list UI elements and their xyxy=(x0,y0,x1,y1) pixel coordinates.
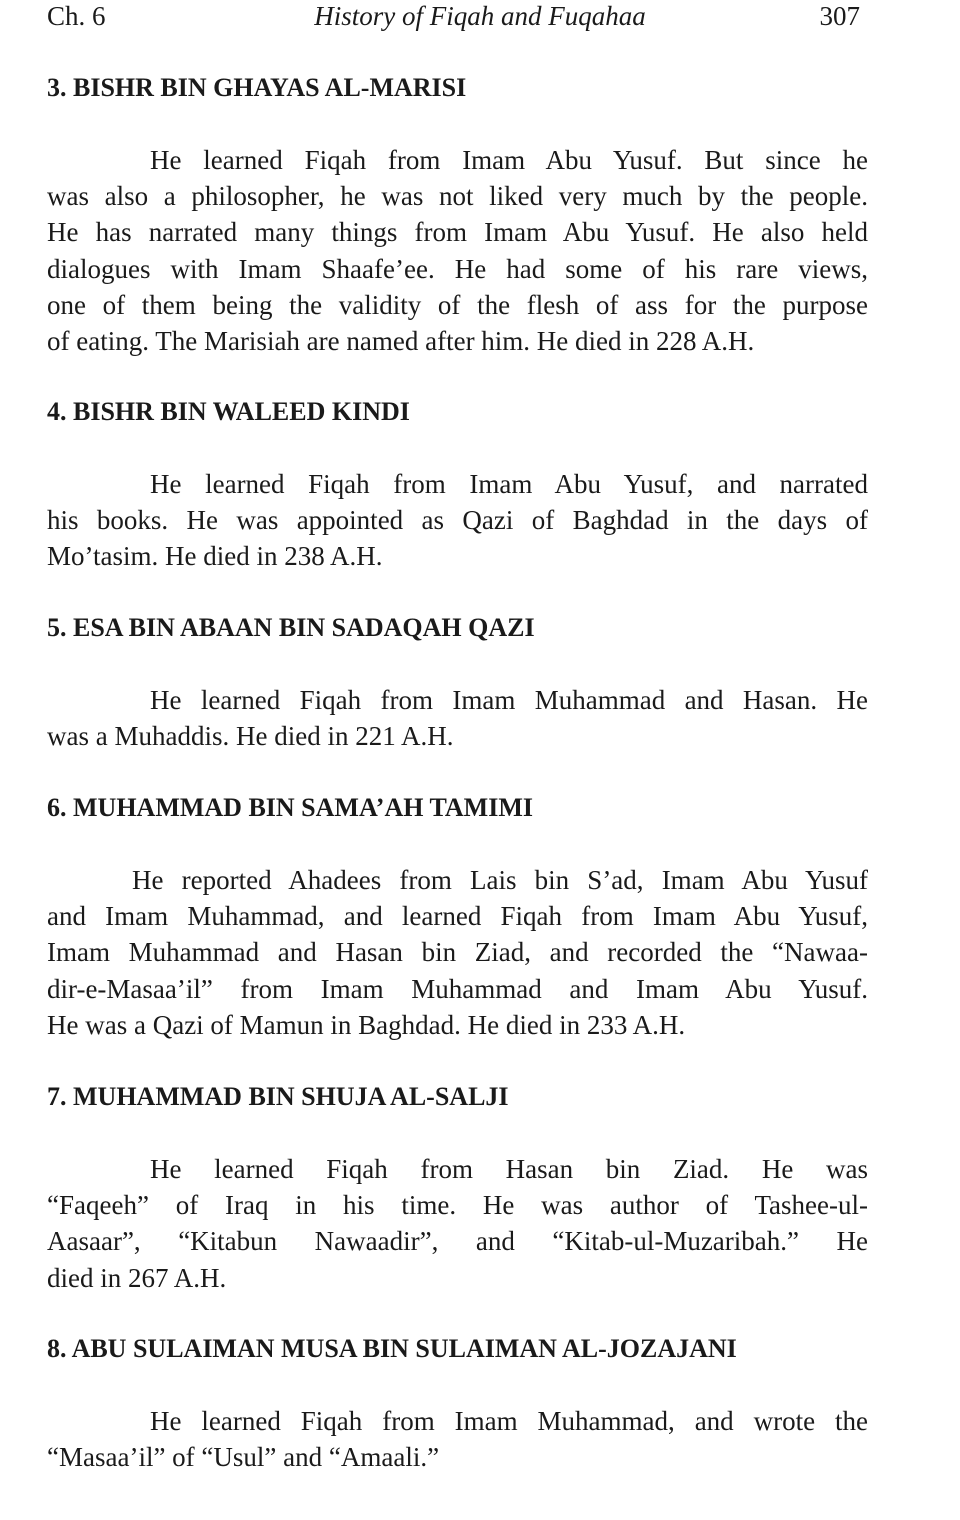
paragraph-line: dir-e-Masaa’il” from Imam Muhammad and Imam Abu Yusuf. xyxy=(47,973,868,1004)
paragraph-line: his books. He was appointed as Qazi of Baghdad in the days of xyxy=(47,505,868,536)
paragraph-line: “Masaa’il” of “Usul” and “Amaali.” xyxy=(47,1442,440,1473)
paragraph-line: He learned Fiqah from Imam Abu Yusuf. But since he xyxy=(150,145,868,175)
paragraph-line: Aasaar”, “Kitabun Nawaadir”, and “Kitab-ul-Muzaribah.” He xyxy=(47,1226,868,1257)
paragraph-line: He has narrated many things from Imam Abu Yusuf. He also held xyxy=(47,217,868,248)
paragraph-line: He was a Qazi of Mamun in Baghdad. He died in 233 A.H. xyxy=(47,1009,686,1040)
paragraph-line: Mo’tasim. He died in 238 A.H. xyxy=(47,541,383,572)
section-heading: 5. ESA BIN ABAAN BIN SADAQAH QAZI xyxy=(47,613,535,642)
paragraph-line: dialogues with Imam Shaafe’ee. He had some of his rare views, xyxy=(47,253,868,284)
paragraph-line: was also a philosopher, he was not liked very much by the people. xyxy=(47,181,868,212)
paragraph-line: was a Muhaddis. He died in 221 A.H. xyxy=(47,721,454,752)
paragraph-line: He learned Fiqah from Imam Abu Yusuf, and narrated xyxy=(150,469,868,499)
chapter-label: Ch. 6 xyxy=(47,1,106,31)
paragraph-line: of eating. The Marisiah are named after him. He died in 228 A.H. xyxy=(47,326,755,356)
paragraph-line: He learned Fiqah from Hasan bin Ziad. He was xyxy=(150,1154,868,1184)
paragraph-line: He learned Fiqah from Imam Muhammad and Hasan. He xyxy=(150,685,868,715)
section-heading: 6. MUHAMMAD BIN SAMA’AH TAMIMI xyxy=(47,793,534,822)
paragraph-line: He reported Ahadees from Lais bin S’ad, Imam Abu Yusuf xyxy=(132,865,868,895)
paragraph-line: and Imam Muhammad, and learned Fiqah from Imam Abu Yusuf, xyxy=(47,901,868,932)
page-number: 307 xyxy=(819,1,860,31)
running-title: History of Fiqah and Fuqahaa xyxy=(314,1,646,31)
section-heading: 4. BISHR BIN WALEED KINDI xyxy=(47,397,410,426)
paragraph-line: died in 267 A.H. xyxy=(47,1262,227,1293)
section-heading: 8. ABU SULAIMAN MUSA BIN SULAIMAN AL-JOZAJANI xyxy=(47,1334,737,1363)
paragraph-line: one of them being the validity of the flesh of ass for the purpose xyxy=(47,289,868,320)
paragraph-line: He learned Fiqah from Imam Muhammad, and wrote the xyxy=(150,1406,868,1436)
section-heading: 7. MUHAMMAD BIN SHUJA AL-SALJI xyxy=(47,1082,509,1111)
paragraph-line: Imam Muhammad and Hasan bin Ziad, and recorded the “Nawaa- xyxy=(47,937,868,968)
section-heading: 3. BISHR BIN GHAYAS AL-MARISI xyxy=(47,73,467,102)
paragraph-line: “Faqeeh” of Iraq in his time. He was author of Tashee-ul- xyxy=(47,1190,868,1221)
